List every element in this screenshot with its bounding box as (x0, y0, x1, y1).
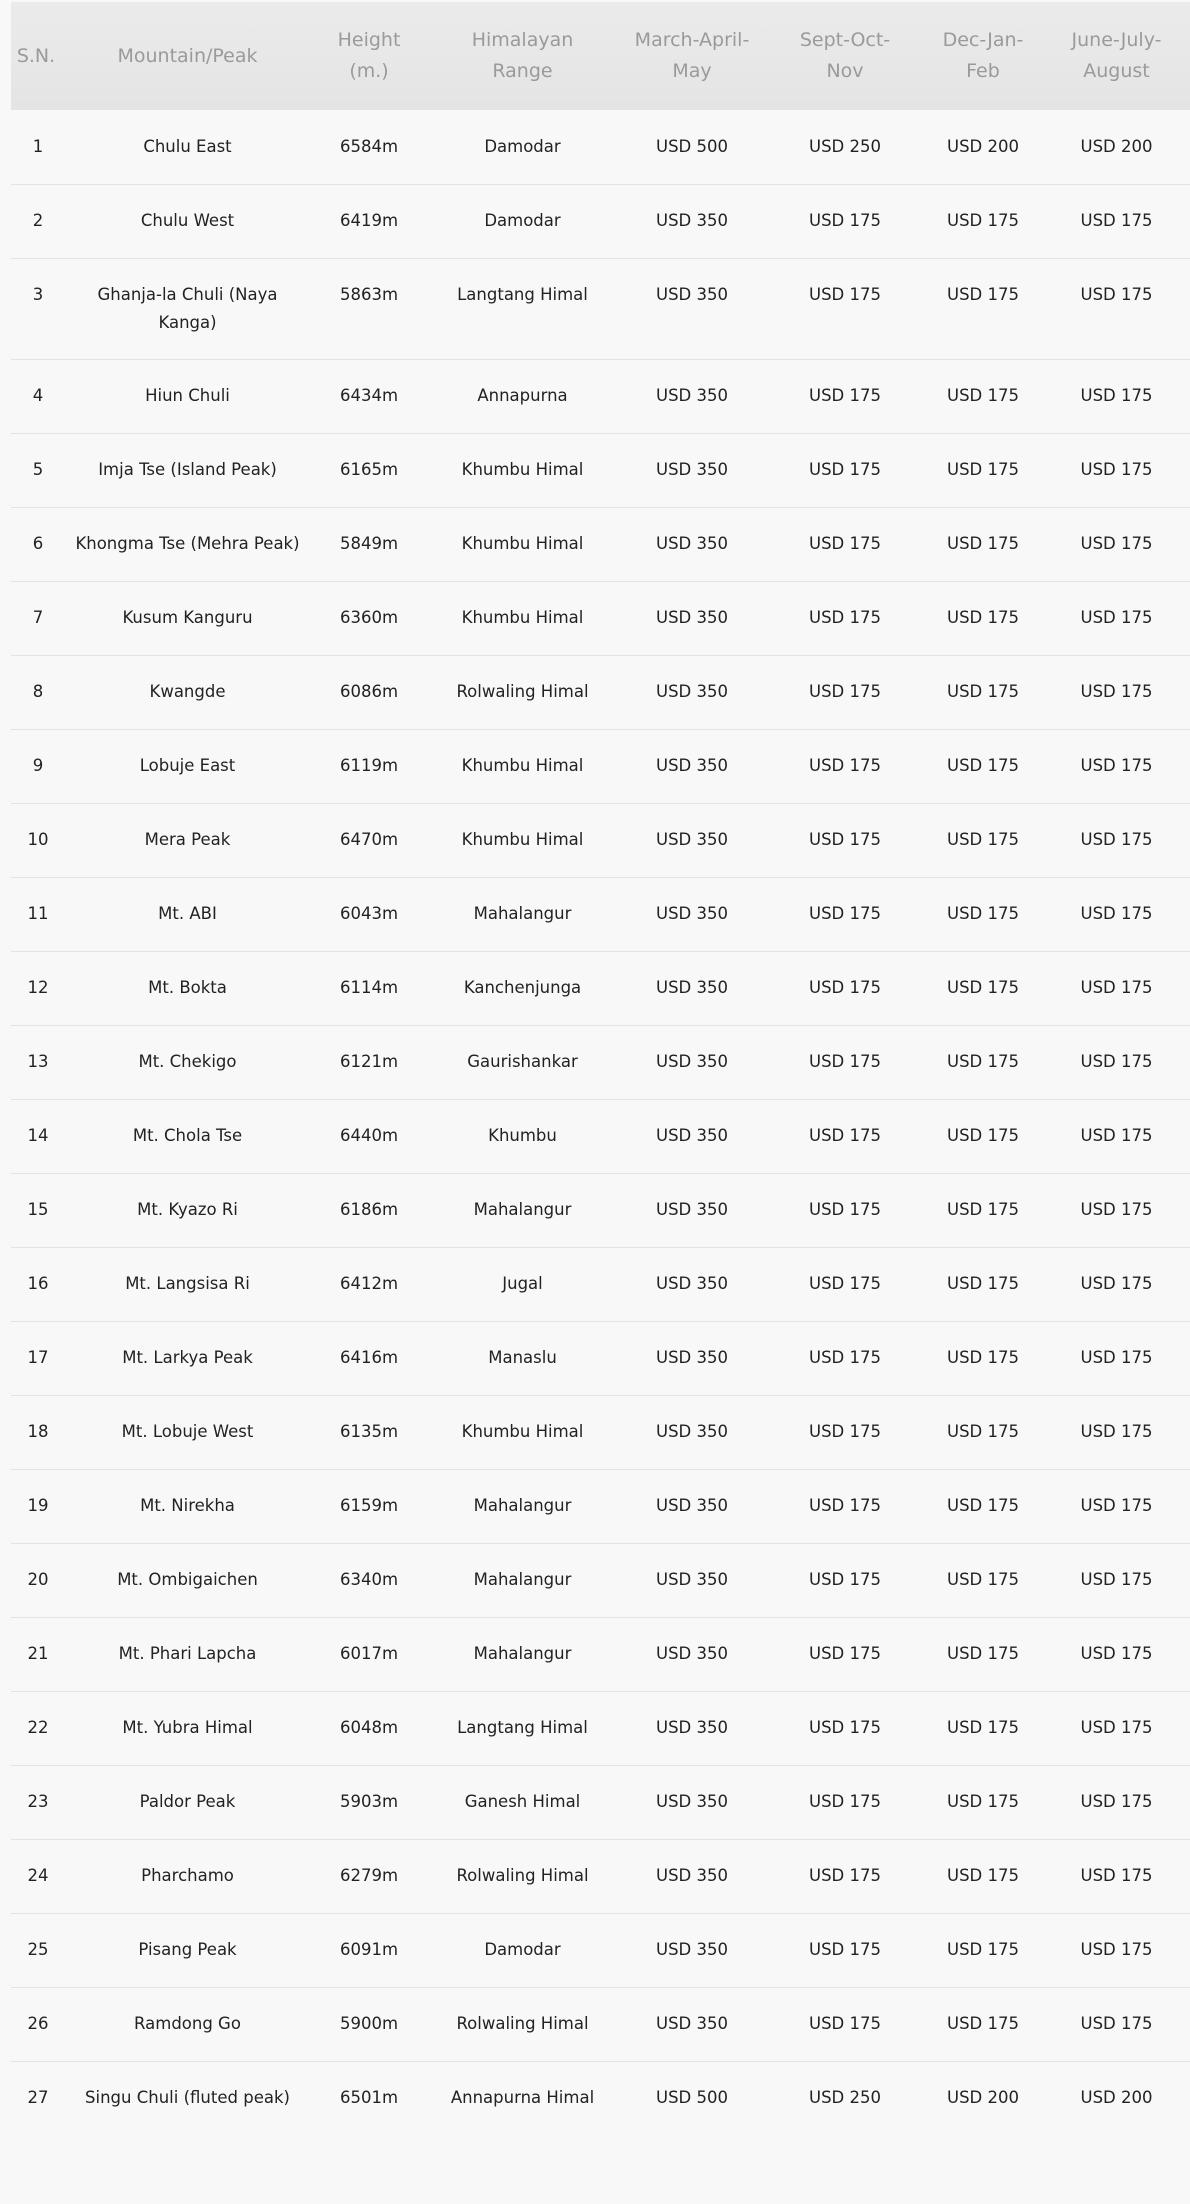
cell-dec-jan-feb: USD 175 (947, 386, 1019, 405)
cell-dec-jan-feb: USD 175 (947, 2014, 1019, 2033)
cell-height: 6501m (339, 2088, 399, 2108)
cell-sn: 12 (27, 978, 49, 997)
cell-himalayan-range: Mahalangur (473, 1200, 572, 1219)
cell-sn: 20 (27, 1570, 49, 1589)
cell-dec-jan-feb: USD 175 (947, 978, 1019, 997)
cell-june-july-august: USD 175 (1080, 1052, 1153, 1071)
cell-mountain-peak: Khongma Tse (Mehra Peak) (75, 534, 300, 553)
cell-march-april-may: USD 350 (656, 756, 728, 775)
cell-himalayan-range: Khumbu Himal (461, 1422, 584, 1441)
cell-sept-oct-nov: USD 175 (809, 904, 881, 923)
table-row (11, 877, 1190, 951)
cell-sept-oct-nov: USD 175 (809, 1274, 881, 1293)
table-row (11, 1321, 1190, 1395)
cell-height: 6159m (339, 1496, 399, 1515)
table-header (11, 2, 1190, 110)
cell-march-april-may: USD 350 (656, 1866, 728, 1885)
cell-dec-jan-feb: USD 175 (947, 1200, 1019, 1219)
cell-dec-jan-feb: USD 175 (947, 1940, 1019, 1959)
cell-himalayan-range: Rolwaling Himal (456, 682, 589, 701)
cell-sept-oct-nov: USD 175 (809, 1348, 881, 1367)
cell-height: 6279m (339, 1866, 399, 1885)
cell-sn: 24 (27, 1866, 49, 1885)
cell-june-july-august: USD 175 (1080, 1792, 1153, 1811)
cell-march-april-may: USD 350 (656, 608, 728, 627)
header-june-july-august: June-July- August (1071, 29, 1162, 82)
cell-sept-oct-nov: USD 175 (809, 2014, 881, 2033)
table-row (11, 1765, 1190, 1839)
cell-march-april-may: USD 350 (656, 1274, 728, 1293)
cell-dec-jan-feb: USD 175 (947, 1126, 1019, 1145)
table-row (11, 1099, 1190, 1173)
cell-height: 6165m (339, 460, 399, 479)
cell-dec-jan-feb: USD 175 (947, 1052, 1019, 1071)
table-row (11, 1395, 1190, 1469)
cell-sn: 14 (27, 1126, 49, 1145)
cell-height: 6434m (339, 386, 399, 405)
table-row (11, 2061, 1190, 2135)
cell-june-july-august: USD 175 (1080, 756, 1153, 775)
cell-himalayan-range: Langtang Himal (457, 284, 588, 304)
cell-mountain-peak: Mera Peak (144, 830, 231, 849)
cell-dec-jan-feb: USD 175 (947, 211, 1019, 230)
table-row (11, 1247, 1190, 1321)
cell-mountain-peak: Singu Chuli (fluted peak) (85, 2088, 290, 2108)
cell-sept-oct-nov: USD 175 (809, 608, 881, 627)
table-row (11, 951, 1190, 1025)
table-row (11, 729, 1190, 803)
cell-march-april-may: USD 350 (656, 284, 728, 304)
cell-sept-oct-nov: USD 175 (809, 534, 881, 553)
cell-march-april-may: USD 350 (656, 1644, 728, 1663)
cell-height: 6360m (339, 608, 399, 627)
cell-mountain-peak: Imja Tse (Island Peak) (98, 460, 277, 479)
cell-march-april-may: USD 350 (656, 2014, 728, 2033)
cell-himalayan-range: Rolwaling Himal (456, 2014, 589, 2033)
cell-height: 5849m (339, 534, 399, 553)
cell-mountain-peak: Ramdong Go (134, 2014, 241, 2033)
cell-himalayan-range: Mahalangur (473, 1644, 572, 1663)
cell-sn: 22 (27, 1718, 49, 1737)
table-row (11, 433, 1190, 507)
cell-himalayan-range: Annapurna (477, 386, 568, 405)
cell-dec-jan-feb: USD 175 (947, 1422, 1019, 1441)
cell-sept-oct-nov: USD 175 (809, 1422, 881, 1441)
cell-march-april-may: USD 350 (656, 1570, 728, 1589)
cell-sn: 13 (27, 1052, 49, 1071)
cell-march-april-may: USD 350 (656, 211, 728, 230)
cell-march-april-may: USD 500 (656, 2088, 728, 2108)
cell-sn: 10 (27, 830, 49, 849)
cell-march-april-may: USD 350 (656, 460, 728, 479)
cell-height: 5863m (339, 284, 399, 304)
table-row (11, 1469, 1190, 1543)
cell-mountain-peak: Mt. Larkya Peak (122, 1348, 253, 1367)
cell-sept-oct-nov: USD 175 (809, 460, 881, 479)
cell-june-july-august: USD 200 (1080, 136, 1153, 156)
header-sept-oct-nov: Sept-Oct- Nov (799, 29, 891, 82)
cell-june-july-august: USD 175 (1080, 284, 1153, 304)
cell-march-april-may: USD 350 (656, 1792, 728, 1811)
cell-sept-oct-nov: USD 175 (809, 1200, 881, 1219)
cell-himalayan-range: Annapurna Himal (450, 2088, 595, 2108)
table-row (11, 803, 1190, 877)
cell-sn: 9 (32, 756, 44, 775)
cell-june-july-august: USD 175 (1080, 534, 1153, 553)
table-row (11, 507, 1190, 581)
cell-height: 6091m (339, 1940, 399, 1959)
cell-june-july-august: USD 175 (1080, 1496, 1153, 1515)
table-row (11, 581, 1190, 655)
cell-height: 6135m (339, 1422, 399, 1441)
peak-fee-table (11, 2, 1190, 2135)
cell-himalayan-range: Khumbu Himal (461, 756, 584, 775)
cell-sn: 15 (27, 1200, 49, 1219)
cell-mountain-peak: Mt. Nirekha (140, 1496, 235, 1515)
cell-march-april-may: USD 350 (656, 830, 728, 849)
cell-himalayan-range: Khumbu Himal (461, 460, 584, 479)
cell-dec-jan-feb: USD 175 (947, 284, 1019, 304)
cell-himalayan-range: Mahalangur (473, 1570, 572, 1589)
cell-sept-oct-nov: USD 175 (809, 211, 881, 230)
cell-march-april-may: USD 350 (656, 1496, 728, 1515)
cell-dec-jan-feb: USD 175 (947, 830, 1019, 849)
cell-sn: 27 (27, 2088, 49, 2108)
cell-june-july-august: USD 200 (1080, 2088, 1153, 2108)
cell-sn: 21 (27, 1644, 49, 1663)
cell-june-july-august: USD 175 (1080, 1348, 1153, 1367)
cell-sn: 2 (32, 211, 44, 230)
cell-height: 6419m (339, 211, 399, 230)
cell-height: 6119m (339, 756, 399, 775)
cell-sept-oct-nov: USD 175 (809, 978, 881, 997)
cell-mountain-peak: Lobuje East (139, 756, 236, 775)
cell-himalayan-range: Rolwaling Himal (456, 1866, 589, 1885)
cell-sept-oct-nov: USD 175 (809, 284, 881, 304)
cell-march-april-may: USD 350 (656, 682, 728, 701)
cell-himalayan-range: Khumbu Himal (461, 608, 584, 627)
cell-sn: 16 (27, 1274, 49, 1293)
cell-march-april-may: USD 500 (656, 136, 728, 156)
cell-sept-oct-nov: USD 175 (809, 1792, 881, 1811)
cell-mountain-peak: Mt. Lobuje West (121, 1422, 254, 1441)
cell-dec-jan-feb: USD 200 (947, 136, 1019, 156)
cell-height: 6470m (339, 830, 399, 849)
cell-dec-jan-feb: USD 175 (947, 1570, 1019, 1589)
header-dec-jan-feb: Dec-Jan- Feb (942, 29, 1024, 82)
cell-sept-oct-nov: USD 175 (809, 1496, 881, 1515)
table-row (11, 1913, 1190, 1987)
header-height: Height (m.) (337, 29, 401, 82)
cell-june-july-august: USD 175 (1080, 1200, 1153, 1219)
cell-sept-oct-nov: USD 175 (809, 830, 881, 849)
cell-sn: 6 (32, 534, 44, 553)
cell-himalayan-range: Manaslu (488, 1348, 557, 1367)
cell-mountain-peak: Mt. Phari Lapcha (118, 1644, 257, 1663)
cell-mountain-peak: Mt. ABI (158, 904, 217, 923)
cell-june-july-august: USD 175 (1080, 1718, 1153, 1737)
cell-himalayan-range: Ganesh Himal (464, 1792, 581, 1811)
cell-himalayan-range: Mahalangur (473, 1496, 572, 1515)
cell-march-april-may: USD 350 (656, 1940, 728, 1959)
cell-dec-jan-feb: USD 175 (947, 1348, 1019, 1367)
cell-himalayan-range: Langtang Himal (457, 1718, 588, 1737)
cell-height: 6440m (339, 1126, 399, 1145)
cell-june-july-august: USD 175 (1080, 460, 1153, 479)
cell-mountain-peak: Mt. Kyazo Ri (137, 1200, 238, 1219)
cell-march-april-may: USD 350 (656, 1348, 728, 1367)
header-mountain-peak: Mountain/Peak (117, 44, 258, 67)
cell-mountain-peak: Pisang Peak (138, 1940, 237, 1959)
cell-march-april-may: USD 350 (656, 1422, 728, 1441)
cell-sn: 11 (27, 904, 49, 923)
cell-dec-jan-feb: USD 175 (947, 756, 1019, 775)
cell-height: 6412m (339, 1274, 399, 1293)
cell-june-july-august: USD 175 (1080, 904, 1153, 923)
cell-dec-jan-feb: USD 200 (947, 2088, 1019, 2108)
cell-june-july-august: USD 175 (1080, 1422, 1153, 1441)
cell-height: 6048m (339, 1718, 399, 1737)
cell-march-april-may: USD 350 (656, 386, 728, 405)
cell-mountain-peak: Kusum Kanguru (122, 608, 253, 627)
cell-mountain-peak: Kwangde (149, 682, 226, 701)
cell-june-july-august: USD 175 (1080, 211, 1153, 230)
table-row (11, 1173, 1190, 1247)
cell-height: 6043m (339, 904, 399, 923)
cell-himalayan-range: Damodar (484, 1940, 561, 1959)
cell-june-july-august: USD 175 (1080, 978, 1153, 997)
cell-dec-jan-feb: USD 175 (947, 1792, 1019, 1811)
cell-dec-jan-feb: USD 175 (947, 682, 1019, 701)
cell-june-july-august: USD 175 (1080, 1644, 1153, 1663)
cell-june-july-august: USD 175 (1080, 1866, 1153, 1885)
cell-himalayan-range: Khumbu Himal (461, 534, 584, 553)
cell-june-july-august: USD 175 (1080, 608, 1153, 627)
cell-sn: 7 (32, 608, 44, 627)
cell-dec-jan-feb: USD 175 (947, 1274, 1019, 1293)
cell-sn: 25 (27, 1940, 49, 1959)
cell-dec-jan-feb: USD 175 (947, 534, 1019, 553)
table-row (11, 1691, 1190, 1765)
cell-mountain-peak: Mt. Chekigo (138, 1052, 237, 1071)
cell-sept-oct-nov: USD 175 (809, 1644, 881, 1663)
cell-mountain-peak: Mt. Bokta (148, 978, 227, 997)
cell-dec-jan-feb: USD 175 (947, 1866, 1019, 1885)
cell-sept-oct-nov: USD 175 (809, 682, 881, 701)
cell-june-july-august: USD 175 (1080, 386, 1153, 405)
cell-height: 5903m (339, 1792, 399, 1811)
cell-dec-jan-feb: USD 175 (947, 1718, 1019, 1737)
cell-height: 6584m (339, 136, 399, 156)
cell-march-april-may: USD 350 (656, 1718, 728, 1737)
cell-june-july-august: USD 175 (1080, 1274, 1153, 1293)
cell-sept-oct-nov: USD 175 (809, 1126, 881, 1145)
cell-himalayan-range: Kanchenjunga (463, 978, 582, 997)
cell-sn: 17 (27, 1348, 49, 1367)
cell-himalayan-range: Khumbu (488, 1126, 557, 1145)
table-row (11, 1617, 1190, 1691)
cell-height: 6086m (339, 682, 399, 701)
cell-sept-oct-nov: USD 175 (809, 1866, 881, 1885)
header-row (11, 2, 1190, 110)
cell-sn: 26 (27, 2014, 49, 2033)
cell-himalayan-range: Mahalangur (473, 904, 572, 923)
cell-mountain-peak: Pharchamo (141, 1866, 234, 1885)
cell-june-july-august: USD 175 (1080, 1126, 1153, 1145)
cell-march-april-may: USD 350 (656, 1126, 728, 1145)
table-row (11, 1987, 1190, 2061)
table-body (11, 110, 1190, 2135)
header-march-april-may: March-April- May (634, 29, 750, 82)
cell-sept-oct-nov: USD 175 (809, 1570, 881, 1589)
cell-sept-oct-nov: USD 175 (809, 1052, 881, 1071)
cell-sept-oct-nov: USD 250 (809, 136, 881, 156)
cell-sn: 1 (32, 136, 44, 156)
cell-sept-oct-nov: USD 175 (809, 1718, 881, 1737)
cell-sn: 23 (27, 1792, 49, 1811)
cell-march-april-may: USD 350 (656, 534, 728, 553)
cell-dec-jan-feb: USD 175 (947, 1496, 1019, 1515)
table-row (11, 184, 1190, 258)
cell-march-april-may: USD 350 (656, 1052, 728, 1071)
cell-height: 6416m (339, 1348, 399, 1367)
table-row (11, 110, 1190, 184)
cell-dec-jan-feb: USD 175 (947, 608, 1019, 627)
cell-mountain-peak: Chulu East (143, 136, 232, 156)
cell-mountain-peak: Paldor Peak (139, 1792, 236, 1811)
cell-height: 6340m (339, 1570, 399, 1589)
cell-mountain-peak: Mt. Chola Tse (132, 1126, 243, 1145)
header-himalayan-range: Himalayan Range (471, 29, 574, 82)
cell-sn: 5 (32, 460, 44, 479)
cell-himalayan-range: Damodar (484, 211, 561, 230)
cell-june-july-august: USD 175 (1080, 830, 1153, 849)
cell-sept-oct-nov: USD 175 (809, 386, 881, 405)
cell-sept-oct-nov: USD 175 (809, 1940, 881, 1959)
cell-march-april-may: USD 350 (656, 904, 728, 923)
cell-june-july-august: USD 175 (1080, 2014, 1153, 2033)
cell-dec-jan-feb: USD 175 (947, 1644, 1019, 1663)
cell-june-july-august: USD 175 (1080, 682, 1153, 701)
cell-himalayan-range: Gaurishankar (467, 1052, 578, 1071)
header-sn: S.N. (16, 44, 56, 67)
cell-mountain-peak: Hiun Chuli (145, 386, 230, 405)
table-row (11, 359, 1190, 433)
cell-sn: 4 (32, 386, 44, 405)
cell-mountain-peak: Chulu West (140, 211, 235, 230)
cell-sept-oct-nov: USD 250 (809, 2088, 881, 2108)
cell-sn: 18 (27, 1422, 49, 1441)
cell-himalayan-range: Damodar (484, 136, 561, 156)
cell-dec-jan-feb: USD 175 (947, 460, 1019, 479)
table-row (11, 1839, 1190, 1913)
cell-mountain-peak: Ghanja-la Chuli (Naya Kanga) (97, 284, 278, 332)
cell-sept-oct-nov: USD 175 (809, 756, 881, 775)
table-row (11, 258, 1190, 359)
cell-march-april-may: USD 350 (656, 1200, 728, 1219)
cell-dec-jan-feb: USD 175 (947, 904, 1019, 923)
cell-height: 6114m (339, 978, 399, 997)
cell-height: 6186m (339, 1200, 399, 1219)
cell-sn: 8 (32, 682, 44, 701)
table-row (11, 1025, 1190, 1099)
table-row (11, 655, 1190, 729)
cell-height: 5900m (339, 2014, 399, 2033)
cell-sn: 3 (32, 284, 44, 304)
cell-march-april-may: USD 350 (656, 978, 728, 997)
cell-himalayan-range: Jugal (502, 1274, 543, 1293)
cell-mountain-peak: Mt. Langsisa Ri (125, 1274, 250, 1293)
cell-mountain-peak: Mt. Yubra Himal (122, 1718, 253, 1737)
cell-himalayan-range: Khumbu Himal (461, 830, 584, 849)
cell-june-july-august: USD 175 (1080, 1940, 1153, 1959)
table-row (11, 1543, 1190, 1617)
cell-sn: 19 (27, 1496, 49, 1515)
cell-height: 6017m (339, 1644, 399, 1663)
cell-mountain-peak: Mt. Ombigaichen (117, 1570, 258, 1589)
cell-june-july-august: USD 175 (1080, 1570, 1153, 1589)
cell-height: 6121m (339, 1052, 399, 1071)
